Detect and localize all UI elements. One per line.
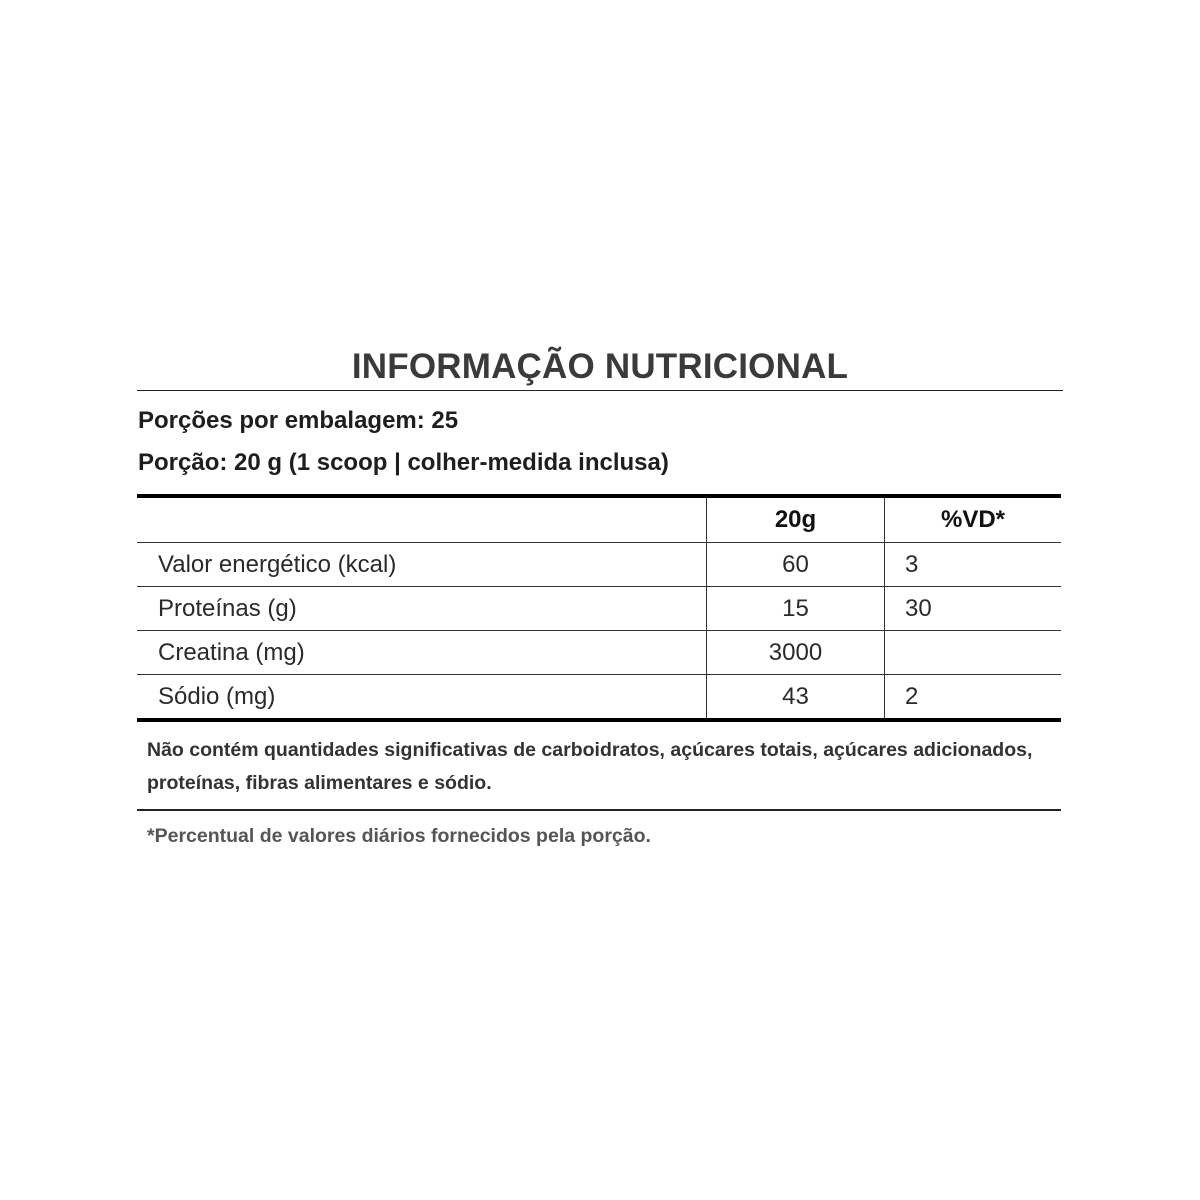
nutrition-table (137, 498, 1061, 718)
header-daily-value: %VD* (885, 498, 1062, 543)
nutrient-amount: 3000 (707, 631, 885, 675)
table-row (137, 631, 1061, 675)
daily-value-footnote: *Percentual de valores diários fornecidos pela porção. (147, 825, 651, 847)
nutrition-facts-label (137, 345, 1063, 849)
nutrient-daily-value: 3 (885, 543, 1062, 587)
nutrient-name: Creatina (mg) (137, 631, 707, 675)
nutrient-name: Proteínas (g) (137, 587, 707, 631)
nutrient-name: Sódio (mg) (158, 682, 276, 710)
nutrient-amount: 15 (707, 587, 885, 631)
nutrition-table-frame (137, 494, 1061, 722)
nutrient-daily-value (885, 631, 1062, 675)
title-divider (137, 390, 1063, 391)
label-title: INFORMAÇÃO NUTRICIONAL (351, 347, 849, 386)
header-amount: 20g (707, 498, 885, 543)
insignificant-amounts-note: Não contém quantidades significativas de carboidratos, açúcares totais, açúcares adicionados, proteínas, fibras alimentares e sódio. (137, 722, 1061, 811)
table-row (137, 675, 1061, 719)
servings-per-package: Porções por embalagem: 25 (138, 407, 459, 434)
table-header-row (137, 498, 1061, 543)
nutrient-daily-value: 2 (885, 675, 1062, 719)
nutrient-amount: 43 (707, 675, 885, 719)
table-row (137, 587, 1061, 631)
nutrient-name: Valor energético (kcal) (137, 543, 707, 587)
header-nutrient (137, 498, 707, 543)
nutrient-amount: 60 (707, 543, 885, 587)
nutrient-daily-value: 30 (885, 587, 1062, 631)
serving-size: Porção: 20 g (1 scoop | colher-medida inclusa) (138, 449, 669, 476)
table-row (137, 543, 1061, 587)
